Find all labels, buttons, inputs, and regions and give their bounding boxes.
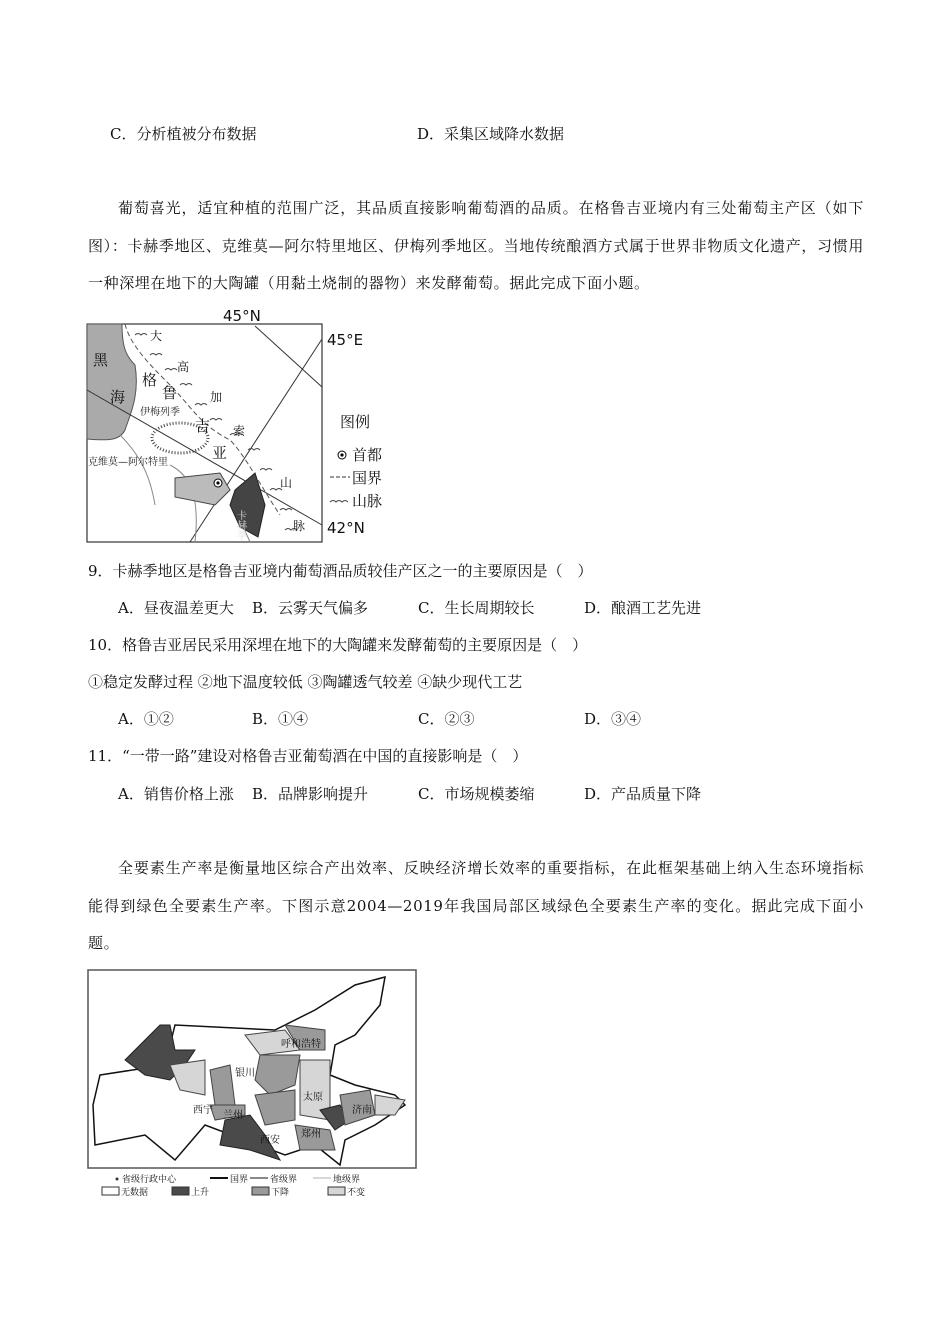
city-label: 济南 bbox=[352, 1105, 372, 1116]
question-9-stem: 9．卡赫季地区是格鲁吉亚境内葡萄酒品质较佳产区之一的主要原因是（ ） bbox=[88, 562, 593, 580]
kakheti-label: 卡赫季 bbox=[234, 510, 246, 540]
q10-items: ①稳定发酵过程 ②地下温度较低 ③陶罐透气较差 ④缺少现代工艺 bbox=[88, 673, 523, 691]
q11-option-c: C．市场规模萎缩 bbox=[418, 785, 535, 803]
legend-prefecture-border: 地级界 bbox=[333, 1175, 361, 1185]
mountain-label: 索 bbox=[233, 424, 246, 438]
mountain-label: 山 bbox=[280, 476, 293, 490]
sea-label: 海 bbox=[110, 388, 126, 406]
city-label: 银川 bbox=[235, 1068, 255, 1079]
city-label: 西安 bbox=[260, 1135, 280, 1146]
country-label: 亚 bbox=[212, 444, 228, 462]
mountain-label: 高 bbox=[177, 360, 190, 374]
city-label: 呼和浩特 bbox=[281, 1039, 321, 1050]
lat-45n-label: 45°N bbox=[223, 307, 261, 325]
legend-title: 图例 bbox=[340, 413, 371, 431]
china-tfp-map bbox=[85, 965, 420, 1205]
legend-unchanged: 不变 bbox=[347, 1188, 366, 1198]
country-label: 格 bbox=[142, 371, 158, 389]
fall-region bbox=[210, 1065, 235, 1105]
country-label: 鲁 bbox=[162, 384, 178, 402]
passage-grapes: 葡萄喜光，适宜种植的范围广泛，其品质直接影响葡萄酒的品质。在格鲁吉亚境内有三处葡萄主产区（如下图）：卡赫季地区、克维莫—阿尔特里地区、伊梅列季地区。当地传统酿酒方式属于世界非物质文化遗产，习惯用一种深埋在地下的大陶罐（用黏土烧制的器物）来发酵葡萄。据此完成下面小题。 bbox=[88, 199, 864, 292]
mountain-label: 大 bbox=[150, 329, 163, 343]
option-c: C．分析植被分布数据 bbox=[110, 125, 257, 143]
legend-capital: 首都 bbox=[352, 446, 383, 464]
legend-no-data: 无数据 bbox=[121, 1188, 149, 1198]
mountain-label: 脉 bbox=[293, 519, 306, 533]
passage-tfp: 全要素生产率是衡量地区综合产出效率、反映经济增长效率的重要指标，在此框架基础上纳入生态环境指标能得到绿色全要素生产率。下图示意2004—2019年我国局部区域绿色全要素生产率的变化。据此完成下面小题。 bbox=[88, 859, 864, 952]
legend-capital: 省级行政中心 bbox=[122, 1175, 177, 1185]
legend-provincial-border: 省级界 bbox=[270, 1175, 298, 1185]
sea-label: 黑 bbox=[93, 351, 109, 369]
q10-option-c: C．②③ bbox=[418, 710, 475, 728]
country-label: 吉 bbox=[195, 417, 211, 435]
legend-mountain: 山脉 bbox=[352, 492, 383, 510]
city-label: 西宁 bbox=[193, 1105, 213, 1116]
city-label: 太原 bbox=[303, 1092, 323, 1103]
q9-option-d: D．酿酒工艺先进 bbox=[584, 599, 702, 617]
legend-rise: 上升 bbox=[191, 1188, 210, 1198]
mountain-label: 加 bbox=[210, 390, 223, 404]
city-label: 郑州 bbox=[301, 1129, 321, 1140]
imereti-label: 伊梅列季 bbox=[140, 407, 180, 418]
georgia-map bbox=[80, 305, 410, 545]
q10-option-d: D．③④ bbox=[584, 710, 642, 728]
q11-option-b: B．品牌影响提升 bbox=[252, 785, 369, 803]
kvemo-kartli-label: 克维莫—阿尔特里 bbox=[88, 457, 168, 468]
q9-option-c: C．生长周期较长 bbox=[418, 599, 535, 617]
city-label: 兰州 bbox=[223, 1110, 243, 1121]
q11-option-a: A．销售价格上涨 bbox=[118, 785, 234, 803]
q11-option-d: D．产品质量下降 bbox=[584, 785, 702, 803]
question-11-stem: 11．“一带一路”建设对格鲁吉亚葡萄酒在中国的直接影响是（ ） bbox=[88, 747, 528, 765]
option-d: D．采集区域降水数据 bbox=[417, 125, 565, 143]
q10-option-a: A．①② bbox=[118, 710, 174, 728]
lat-42n-label: 42°N bbox=[327, 519, 365, 537]
question-10-stem: 10．格鲁吉亚居民采用深埋在地下的大陶罐来发酵葡萄的主要原因是（ ） bbox=[88, 636, 588, 654]
legend-national-border: 国界 bbox=[230, 1175, 249, 1185]
q10-option-b: B．①④ bbox=[252, 710, 309, 728]
legend-border: 国界 bbox=[352, 469, 383, 487]
legend-fall: 下降 bbox=[271, 1188, 290, 1198]
q9-option-a: A．昼夜温差更大 bbox=[118, 599, 234, 617]
q9-option-b: B．云雾天气偏多 bbox=[252, 599, 369, 617]
lon-45e-label: 45°E bbox=[327, 331, 364, 349]
